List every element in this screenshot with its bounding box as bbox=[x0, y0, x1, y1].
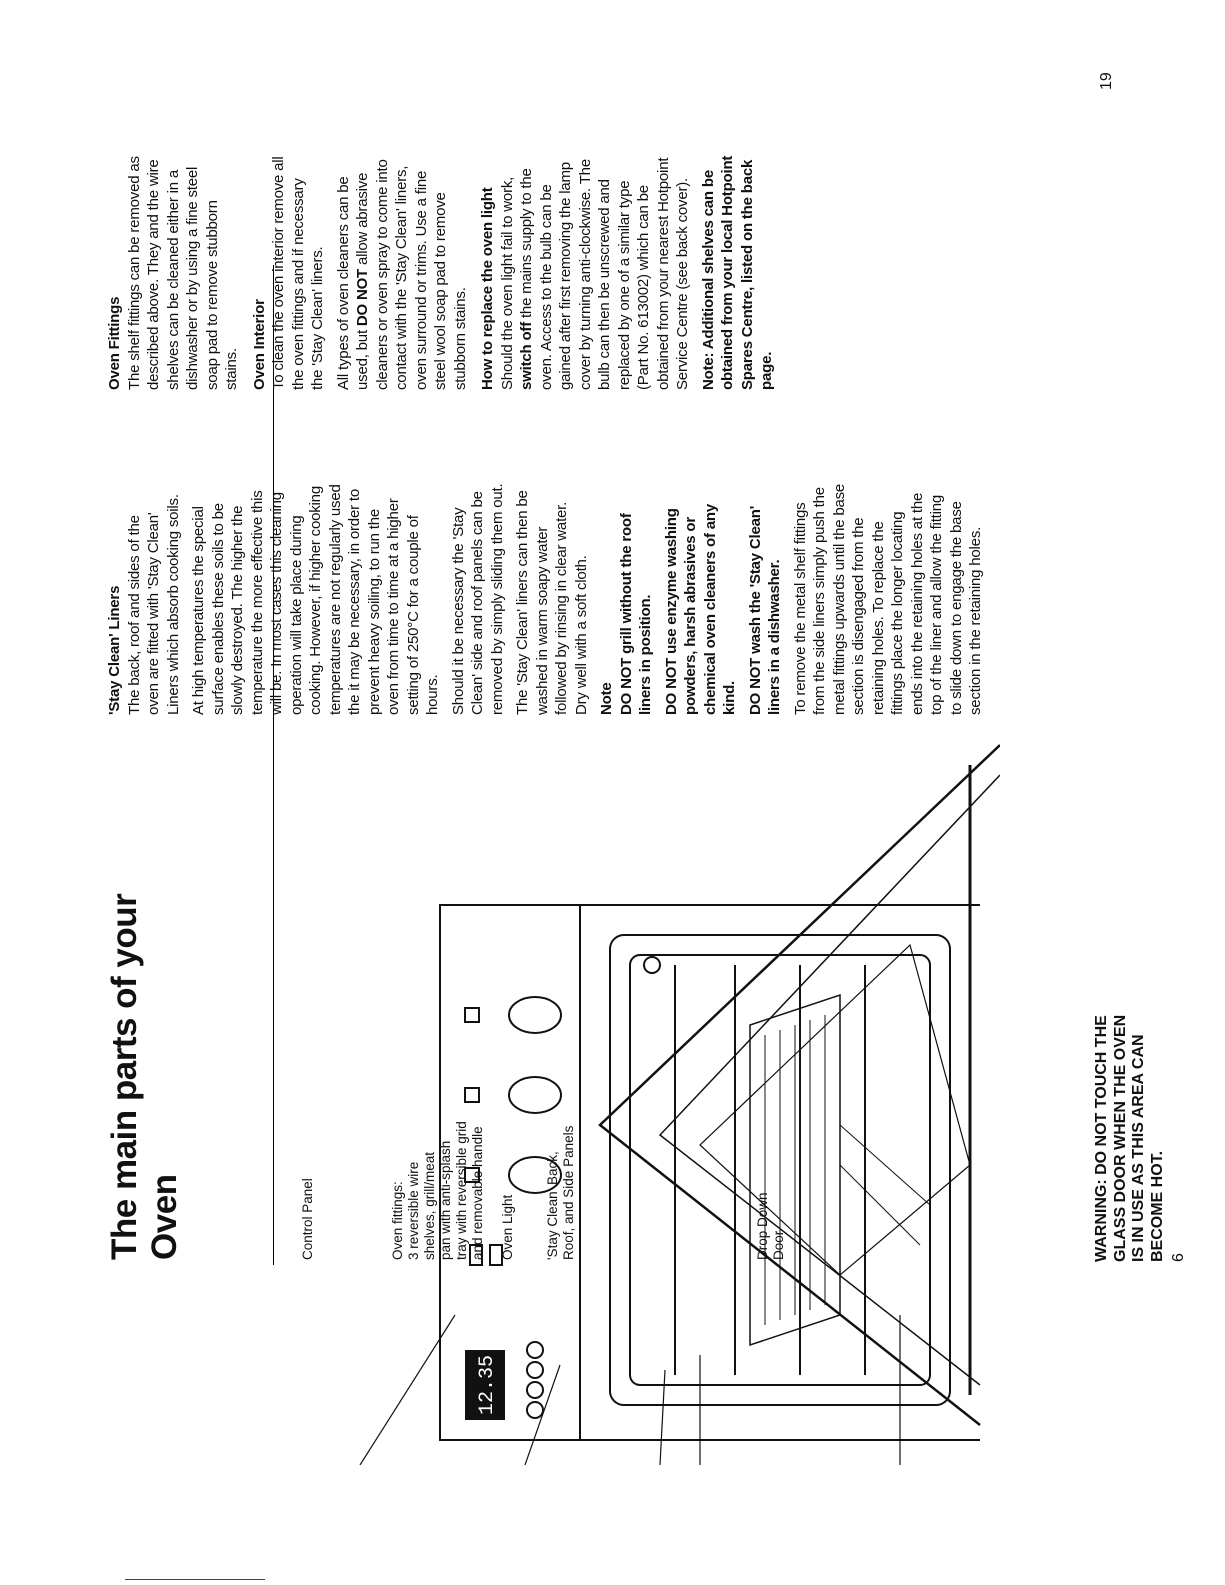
oven-fittings-line: pan with anti-splash bbox=[438, 1140, 453, 1260]
paragraph: To clean the oven interior remove all the oven fittings and if necessary the 'Stay Clean' liners. bbox=[270, 156, 326, 390]
control-knob-3 bbox=[509, 997, 561, 1033]
stay-clean-line: 'Stay Clean' Back, bbox=[545, 1151, 560, 1260]
paragraph: The shelf fittings can be removed as described above. They and the wire shelves can be cleaned either in a dishwasher or by using a fine steel soap pad to remove stubborn stains. bbox=[125, 156, 240, 390]
warning-line: WARNING: DO NOT TOUCH THE bbox=[1093, 1015, 1110, 1262]
control-panel-label: Control Panel bbox=[300, 1178, 315, 1260]
oven-care-column bbox=[105, 155, 783, 390]
label-drop-down-door bbox=[755, 1192, 787, 1260]
paragraph: At high temperatures the special surface enables these soils to be slowly destroyed. The higher the temperature the more effective this will be. In most cases this cleaning operation will take place during cooking. However, if higher cooking temperatures are not regularly used the it may be necessary, in order to prevent heavy soiling, to run the oven from time to time at a higher setting of 250°C for a couple of hours. bbox=[190, 484, 441, 715]
page-title bbox=[105, 660, 185, 1260]
text-run: allow abrasive cleaners or oven spray to come into contact with the 'Stay Clean' liners, oven surround or trims. Use a fine steel wool soap pad to remove stubborn stains. bbox=[354, 159, 469, 390]
paragraph: Should it be necessary the 'Stay Clean' side and roof panels can be removed by simply sliding them out. bbox=[449, 483, 506, 715]
label-stay-clean bbox=[545, 1126, 577, 1260]
paragraph bbox=[498, 155, 693, 390]
note-item: DO NOT use enzyme washing powders, harsh abrasives or chemical oven cleaners of any kind. bbox=[662, 504, 738, 715]
paragraph: To remove the metal shelf fittings from the side liners simply push the metal fittings upwards until the base section is disengaged from the retaining holes. To replace the fittings place the longer locating ends into the retaining holes at the top of the liner and allow the fitting to slide down to engage the base section in the retaining holes. bbox=[791, 483, 984, 715]
note-item: Note: Additional shelves can be obtained from your local Hotpoint Spares Centre, listed on the back page. bbox=[699, 155, 775, 390]
text-run: the mains supply to the oven. Access to the bulb can be gained after first removing the lamp cover by turning anti-clockwise. The bulb can then be unscrewed and replaced by one of a similar type (Part No. 613002) which can be obtained from your nearest Hotpoint Service Centre (see back cover). bbox=[518, 157, 691, 390]
drop-down-door-line: Door bbox=[771, 1230, 786, 1260]
warning-text bbox=[1093, 842, 1167, 1262]
label-oven-fittings bbox=[390, 1121, 486, 1260]
label-control-panel bbox=[300, 1178, 316, 1260]
oven-light-label: Oven Light bbox=[500, 1194, 515, 1260]
text-run-bold: switch off bbox=[518, 322, 535, 390]
clock-display-value: 12.35 bbox=[476, 1354, 499, 1416]
paragraph: The 'Stay Clean' liners can then be washed in warm soapy water followed by rinsing in clear water. Dry well with a soft cloth. bbox=[514, 490, 590, 715]
label-oven-light bbox=[500, 1195, 516, 1260]
oven-light-heading: How to replace the oven light bbox=[479, 187, 496, 390]
oven-fittings-line: 3 reversible wire bbox=[406, 1161, 421, 1260]
warning-line: IS IN USE AS THIS AREA CAN bbox=[1130, 1034, 1147, 1262]
oven-light-bulb bbox=[644, 957, 660, 973]
paragraph bbox=[334, 155, 471, 390]
oven-fittings-line: tray with reversible grid bbox=[454, 1121, 469, 1260]
oven-fittings-line: shelves, grill/meat bbox=[422, 1151, 437, 1260]
oven-interior-heading: Oven Interior bbox=[250, 299, 268, 390]
text-run: Should the oven light fail to work, bbox=[498, 176, 516, 390]
text-run-bold: DO NOT bbox=[354, 268, 371, 327]
oven-fittings-heading: Oven Fittings bbox=[106, 296, 123, 390]
stay-clean-line: Roof, and Side Panels bbox=[561, 1125, 576, 1260]
title-line-2: Oven bbox=[145, 1174, 184, 1260]
oven-fittings-line: Oven fittings: bbox=[390, 1181, 405, 1260]
oven-illustration bbox=[280, 705, 1000, 1465]
note-heading: Note bbox=[598, 682, 615, 715]
stay-clean-liners-heading: 'Stay Clean' Liners bbox=[106, 585, 123, 715]
text-run: All types of oven cleaners can be used, but bbox=[334, 176, 371, 390]
oven-fittings-line: and removable handle bbox=[470, 1126, 485, 1260]
drop-down-door-line: Drop Down bbox=[755, 1192, 770, 1260]
page-number-right: 19 bbox=[1098, 72, 1115, 90]
footer-underline bbox=[125, 1579, 265, 1580]
page-number-left: 6 bbox=[1170, 1253, 1187, 1262]
warning-line: GLASS DOOR WHEN THE OVEN bbox=[1111, 1014, 1129, 1262]
control-knob-2 bbox=[509, 1077, 561, 1113]
warning-line: BECOME HOT. bbox=[1148, 1150, 1166, 1262]
note-item: DO NOT wash the 'Stay Clean' liners in a dishwasher. bbox=[746, 505, 783, 715]
title-line-1: The main parts of your bbox=[105, 893, 144, 1260]
note-item: DO NOT grill without the roof liners in position. bbox=[617, 513, 654, 715]
paragraph: The back, roof and sides of the oven are fitted with 'Stay Clean' Liners which absorb cooking soils. bbox=[125, 494, 182, 715]
top-divider bbox=[273, 265, 274, 1265]
stay-clean-liners-column bbox=[105, 480, 992, 715]
